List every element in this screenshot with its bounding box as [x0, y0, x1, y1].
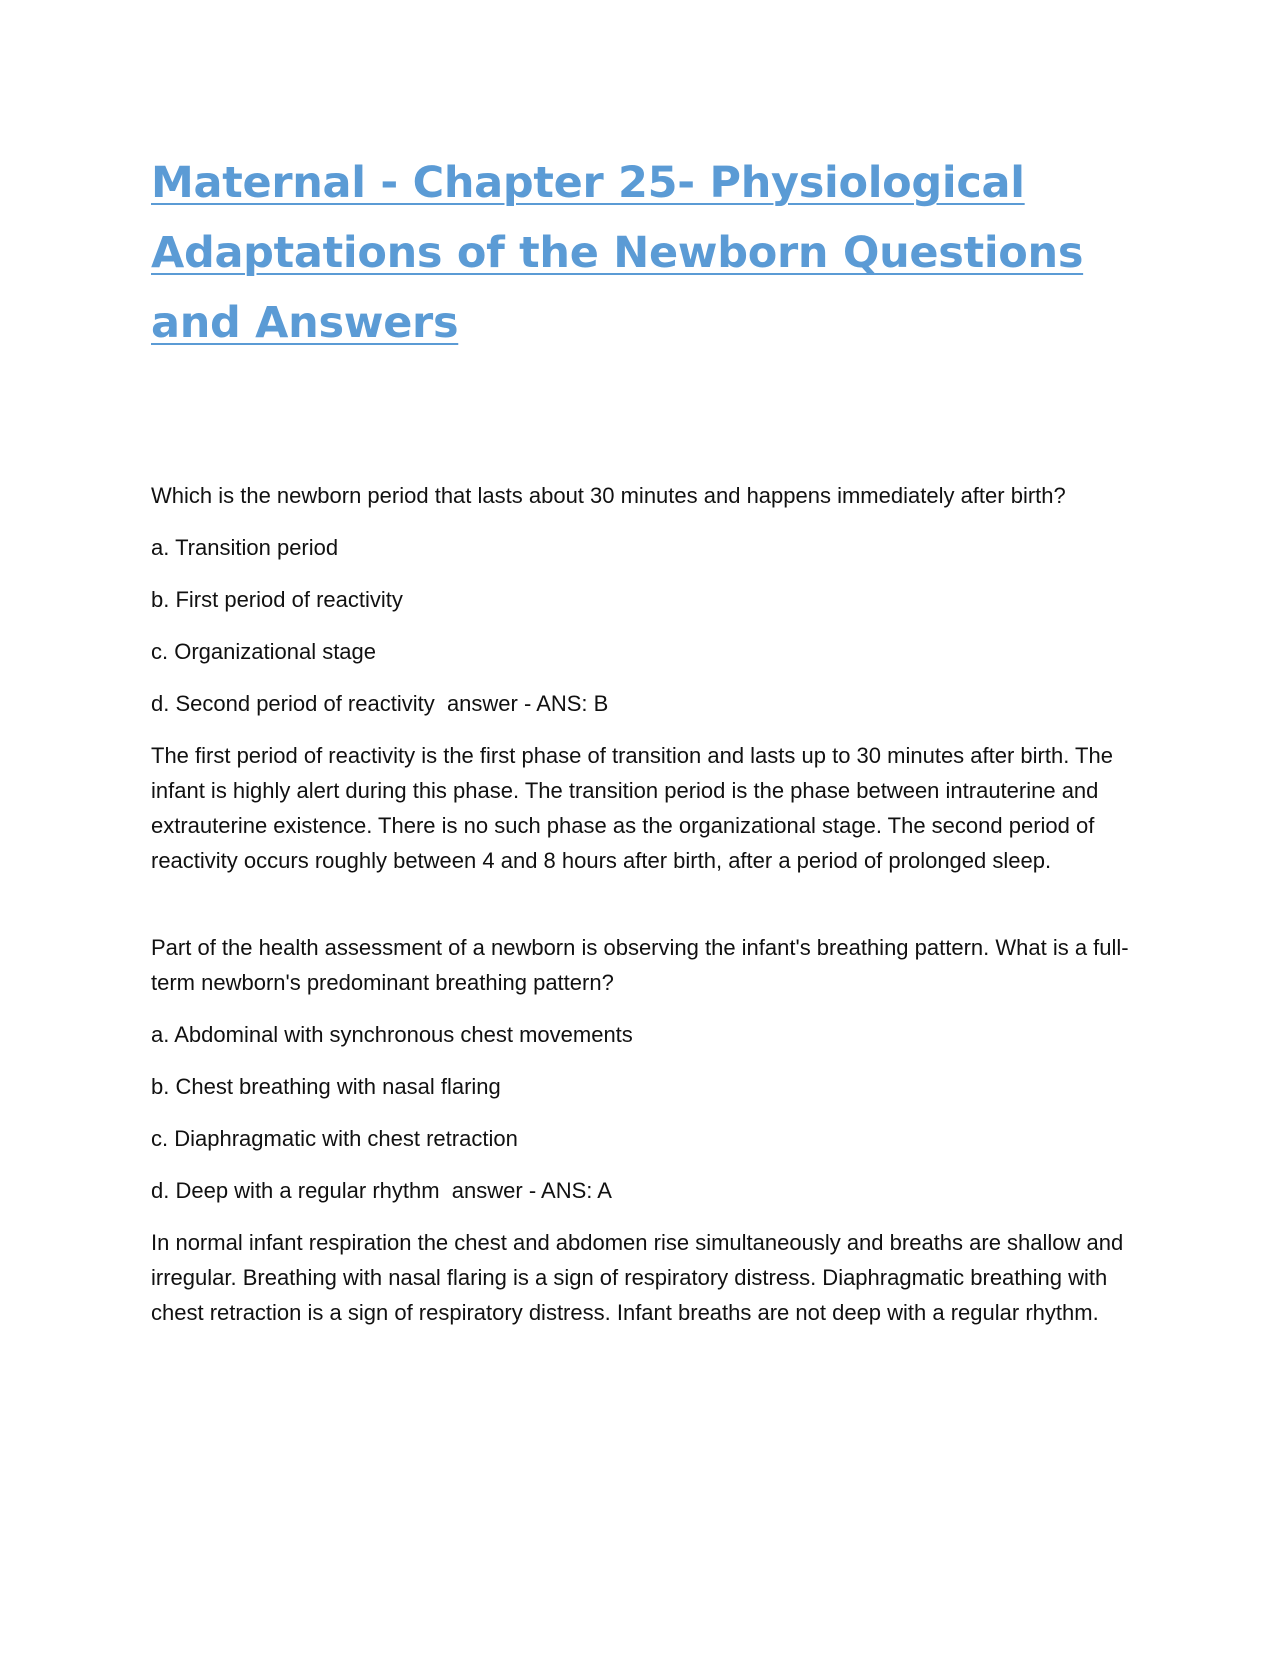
document-page	[151, 148, 1141, 1382]
option-a: a. Abdominal with synchronous chest movements	[151, 1022, 633, 1047]
question-text: Part of the health assessment of a newborn is observing the infant's breathing pattern. What is a full-term newborn's predominant breathing pattern?	[151, 935, 1129, 995]
option-d-with-answer	[151, 1173, 1141, 1208]
answer-explanation: In normal infant respiration the chest and abdomen rise simultaneously and breaths are shallow and irregular. Breathing with nasal flaring is a sign of respiratory distress. Diaphragmatic breathing with chest retraction is a sign of respiratory distress. Infant breaths are not deep with a regular rhythm.	[151, 1230, 1124, 1325]
option-d-with-answer	[151, 686, 1141, 721]
question-list	[151, 478, 1141, 1330]
option-c: c. Organizational stage	[151, 639, 377, 664]
option-d: d. Second period of reactivity	[151, 691, 435, 716]
answer-key: answer - ANS: A	[439, 1178, 612, 1203]
document-title[interactable]: Maternal - Chapter 25- Physiological Adaptations of the Newborn Questions and Answers	[151, 158, 1084, 348]
question-block-2	[151, 930, 1141, 1330]
answer-explanation: The first period of reactivity is the first phase of transition and lasts up to 30 minutes after birth. The infant is highly alert during this phase. The transition period is the phase between intrauterine and extrauterine existence. There is no such phase as the organizational stage. The second period of reactivity occurs roughly between 4 and 8 hours after birth, after a period of prolonged sleep.	[151, 743, 1113, 873]
option-b: b. Chest breathing with nasal flaring	[151, 1074, 501, 1099]
question-block-1	[151, 478, 1141, 878]
option-b: b. First period of reactivity	[151, 587, 403, 612]
answer-key: answer - ANS: B	[434, 691, 609, 716]
option-d: d. Deep with a regular rhythm	[151, 1178, 440, 1203]
option-c: c. Diaphragmatic with chest retraction	[151, 1126, 518, 1151]
question-text: Which is the newborn period that lasts about 30 minutes and happens immediately after birth?	[151, 483, 1066, 508]
option-a: a. Transition period	[151, 535, 339, 560]
